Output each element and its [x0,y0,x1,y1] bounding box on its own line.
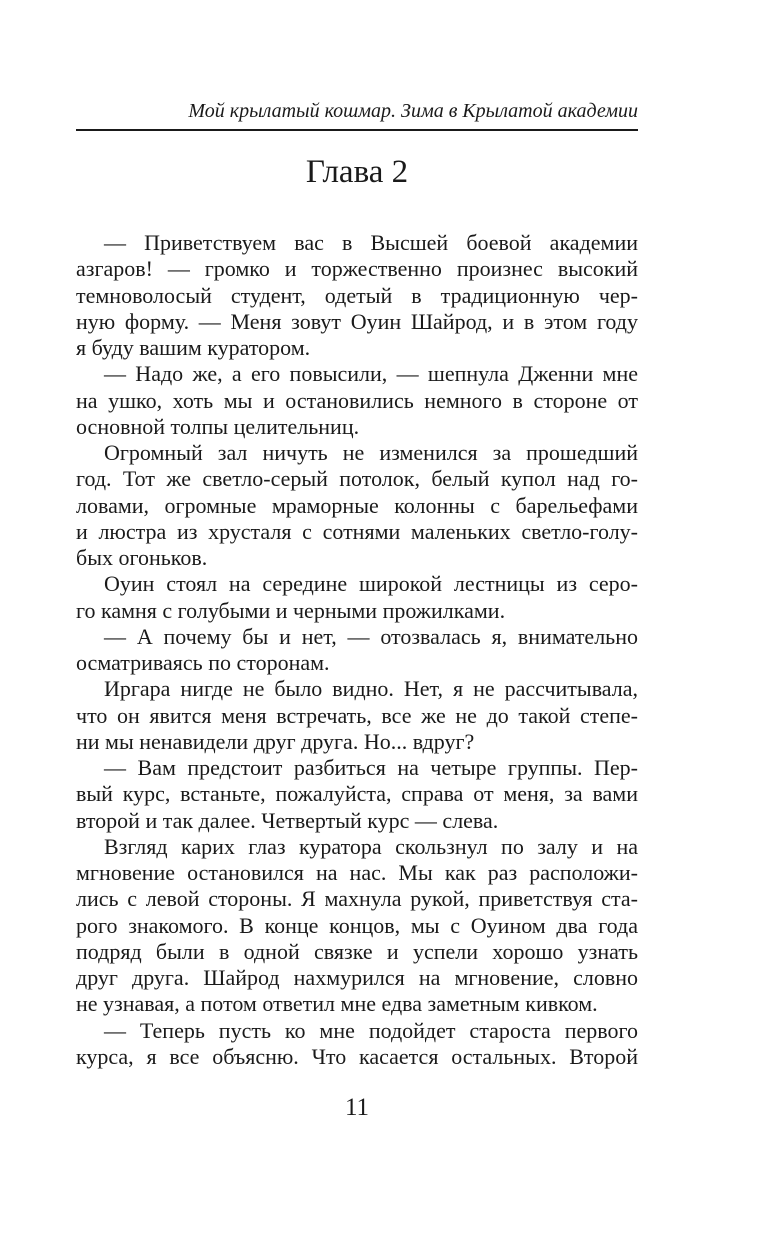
text-line: — Надо же, а его повысили, — шепнула Дженни мне [104,361,638,387]
header-rule [76,129,638,131]
body-text [76,230,638,1070]
text-line: вый курс, встаньте, пожалуйста, справа от меня, за вами [76,781,638,807]
text-line: — Приветствуем вас в Высшей боевой академии [104,230,638,255]
text-line: что он явится меня встречать, все же не до такой степе- [76,702,638,728]
text-line: Взгляд карих глаз куратора скользнул по залу и на [104,833,638,859]
text-line: второй и так далее. Четвертый курс — слева. [76,807,499,833]
text-line: и люстра из хрусталя с сотнями маленьких светло-голу- [76,518,638,544]
text-line: лись с левой стороны. Я махнула рукой, приветствуя ста- [76,886,638,912]
text-line: го камня с голубыми и черными прожилками. [76,597,506,623]
text-line: — Теперь пусть ко мне подойдет староста первого [104,1017,638,1043]
text-line: темноволосый студент, одетый в традиционную чер- [76,282,638,308]
text-line: — А почему бы и нет, — отозвалась я, внимательно [104,623,638,649]
chapter-title: Глава 2 [305,154,409,190]
text-line: азгаров! — громко и торжественно произнес высокий [76,256,638,282]
text-line: основной толпы целительниц. [76,413,360,439]
text-line: ловами, огромные мраморные колонны с барельефами [76,492,638,518]
text-line: я буду вашим куратором. [76,335,311,360]
running-header: Мой крылатый кошмар. Зима в Крылатой академии [188,100,638,122]
text-line: мгновение остановился на нас. Мы как раз расположи- [76,860,638,885]
text-line: Иргара нигде не было видно. Нет, я не рассчитывала, [104,676,638,702]
text-line: друг друга. Шайрод нахмурился на мгновение, словно [76,965,638,990]
text-line: ни мы ненавидели друг друга. Но... вдруг? [76,728,475,754]
text-line: год. Тот же светло-серый потолок, белый купол над го- [76,466,638,492]
text-line: — Вам предстоит разбиться на четыре группы. Пер- [104,755,638,780]
text-line: не узнавая, а потом ответил мне едва заметным кивком. [76,991,598,1017]
page-number: 11 [344,1094,370,1121]
text-line: осматриваясь по сторонам. [76,650,330,675]
text-line: бых огоньков. [76,545,208,570]
text-line: рого знакомого. В конце концов, мы с Оуином два года [76,912,638,938]
text-line: курса, я все объясню. Что касается остальных. Второй [76,1043,638,1069]
text-line: Огромный зал ничуть не изменился за прошедший [104,440,638,465]
text-line: подряд были в одной связке и успели хорошо узнать [76,938,638,964]
text-line: на ушко, хоть мы и остановились немного в стороне от [76,387,638,413]
text-line: Оуин стоял на середине широкой лестницы из серо- [104,571,638,597]
text-line: ную форму. — Меня зовут Оуин Шайрод, и в этом году [76,308,638,334]
